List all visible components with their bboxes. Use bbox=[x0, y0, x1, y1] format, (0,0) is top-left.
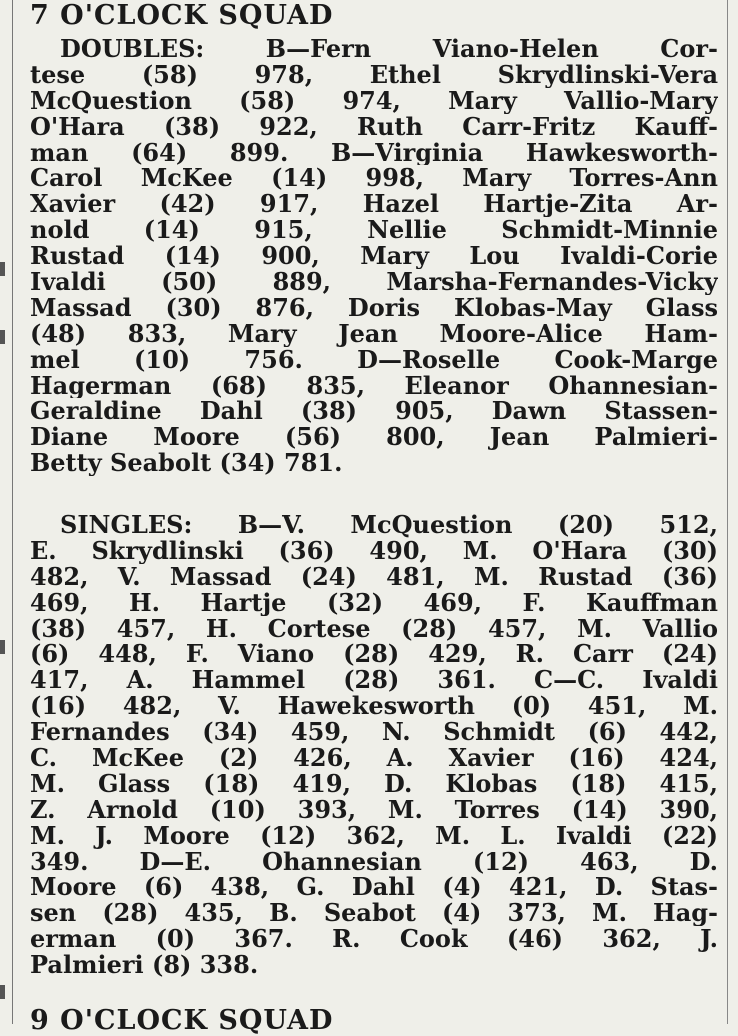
singles-line: 349. D—E. Ohannesian (12) 463, D. bbox=[30, 848, 718, 875]
doubles-line: Ivaldi (50) 889, Marsha-Fernandes-Vicky bbox=[30, 269, 718, 295]
singles-line: 469, H. Hartje (32) 469, F. Kauffman bbox=[30, 589, 718, 616]
singles-line: sen (28) 435, B. Seabot (4) 373, M. Hag- bbox=[30, 900, 718, 927]
singles-line: (6) 448, F. Viano (28) 429, R. Carr (24) bbox=[30, 641, 718, 668]
singles-line: M. Glass (18) 419, D. Klobas (18) 415, bbox=[30, 770, 718, 797]
singles-line: Moore (6) 438, G. Dahl (4) 421, D. Stas- bbox=[30, 874, 718, 901]
next-squad-heading: 9 O'CLOCK SQUAD bbox=[30, 1005, 334, 1036]
doubles-line: nold (14) 915, Nellie Schmidt-Minnie bbox=[30, 217, 718, 244]
edge-mark bbox=[0, 262, 5, 276]
doubles-line: Carol McKee (14) 998, Mary Torres-Ann bbox=[30, 165, 718, 192]
doubles-line: Geraldine Dahl (38) 905, Dawn Stassen- bbox=[30, 398, 718, 425]
doubles-line: Massad (30) 876, Doris Klobas-May Glass bbox=[30, 294, 718, 321]
singles-line: SINGLES: B—V. McQuestion (20) 512, bbox=[60, 512, 718, 538]
column-rule-right bbox=[727, 0, 728, 1024]
doubles-line: tese (58) 978, Ethel Skrydlinski-Vera bbox=[30, 61, 718, 88]
doubles-line: Xavier (42) 917, Hazel Hartje-Zita Ar- bbox=[30, 191, 718, 218]
singles-line: M. J. Moore (12) 362, M. L. Ivaldi (22) bbox=[30, 822, 718, 849]
doubles-line: McQuestion (58) 974, Mary Vallio-Mary bbox=[30, 87, 718, 114]
squad-heading: 7 O'CLOCK SQUAD bbox=[30, 0, 334, 31]
singles-line: erman (0) 367. R. Cook (46) 362, J. bbox=[30, 926, 718, 953]
edge-mark bbox=[0, 640, 5, 654]
doubles-line: Rustad (14) 900, Mary Lou Ivaldi-Corie bbox=[30, 243, 718, 270]
doubles-results bbox=[30, 36, 718, 476]
doubles-line: Diane Moore (56) 800, Jean Palmieri- bbox=[30, 424, 718, 451]
singles-line: C. McKee (2) 426, A. Xavier (16) 424, bbox=[30, 745, 718, 771]
doubles-line: DOUBLES: B—Fern Viano-Helen Cor- bbox=[60, 36, 718, 62]
doubles-line: man (64) 899. B—Virginia Hawkesworth- bbox=[30, 139, 718, 166]
doubles-line: O'Hara (38) 922, Ruth Carr-Fritz Kauff- bbox=[30, 113, 718, 140]
singles-line: (16) 482, V. Hawekesworth (0) 451, M. bbox=[30, 693, 718, 720]
singles-line: 417, A. Hammel (28) 361. C—C. Ivaldi bbox=[30, 667, 718, 694]
doubles-line: (48) 833, Mary Jean Moore-Alice Ham- bbox=[30, 320, 718, 347]
column-rule-left bbox=[12, 0, 13, 1024]
edge-mark bbox=[0, 985, 5, 999]
singles-line: Fernandes (34) 459, N. Schmidt (6) 442, bbox=[30, 719, 718, 746]
doubles-line: mel (10) 756. D—Roselle Cook-Marge bbox=[30, 346, 718, 373]
singles-results bbox=[30, 512, 718, 978]
edge-mark bbox=[0, 330, 5, 344]
doubles-line: Hagerman (68) 835, Eleanor Ohannesian- bbox=[30, 372, 718, 399]
singles-line: Palmieri (8) 338. bbox=[30, 952, 259, 979]
singles-line: Z. Arnold (10) 393, M. Torres (14) 390, bbox=[30, 796, 718, 823]
singles-line: 482, V. Massad (24) 481, M. Rustad (36) bbox=[30, 563, 718, 590]
singles-line: E. Skrydlinski (36) 490, M. O'Hara (30) bbox=[30, 537, 718, 564]
doubles-line: Betty Seabolt (34) 781. bbox=[30, 450, 343, 477]
singles-line: (38) 457, H. Cortese (28) 457, M. Vallio bbox=[30, 615, 718, 642]
